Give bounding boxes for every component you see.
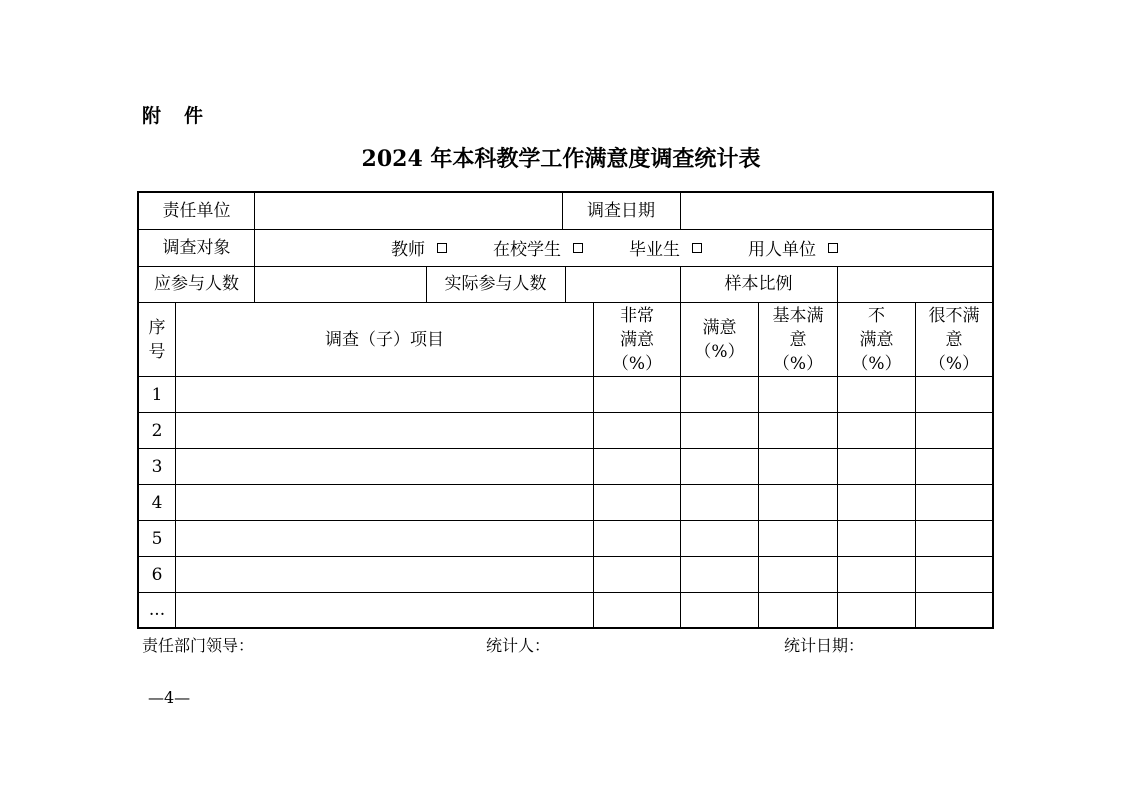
option-teacher[interactable]: 教师 — [391, 235, 447, 260]
very-satisfied-header: 非常 满意 （%） — [611, 305, 663, 374]
survey-date-label: 调查日期 — [587, 201, 655, 221]
satisfied-header: 满意 （%） — [694, 317, 745, 362]
checkbox-employer[interactable] — [828, 243, 838, 253]
attachment-label: 附 件 — [142, 105, 206, 127]
row-number: 2 — [151, 420, 163, 441]
target-options — [391, 229, 838, 266]
survey-date-field[interactable] — [681, 193, 992, 229]
basically-satisfied-header: 基本满 意 （%） — [772, 305, 824, 374]
checkbox-student[interactable] — [573, 243, 583, 253]
row-number: 5 — [151, 528, 163, 549]
unit-field[interactable] — [255, 193, 562, 229]
checkbox-teacher[interactable] — [437, 243, 447, 253]
expected-count-field[interactable] — [255, 266, 426, 302]
unsatisfied-header: 不 满意 （%） — [851, 305, 902, 374]
row-number: 1 — [151, 384, 163, 405]
row-number: 4 — [151, 492, 163, 513]
checkbox-graduate[interactable] — [692, 243, 702, 253]
expected-count-label: 应参与人数 — [154, 274, 239, 294]
page-title: 2024 年本科教学工作满意度调查统计表 — [361, 146, 761, 172]
actual-count-field[interactable] — [566, 266, 680, 302]
sample-ratio-field[interactable] — [838, 266, 992, 302]
option-employer[interactable]: 用人单位 — [748, 235, 838, 260]
page-number: —4— — [148, 688, 191, 707]
row-number: 6 — [151, 564, 163, 585]
item-header: 调查（子）项目 — [325, 329, 444, 350]
row-number: ... — [148, 600, 166, 620]
very-unsatisfied-header: 很不满 意 （%） — [928, 305, 980, 374]
option-graduate[interactable]: 毕业生 — [629, 235, 702, 260]
unit-label: 责任单位 — [162, 201, 231, 221]
target-label: 调查对象 — [162, 237, 231, 258]
footer-date: 统计日期： — [784, 636, 865, 655]
row-number: 3 — [151, 456, 163, 477]
footer-statistician: 统计人： — [486, 636, 551, 655]
footer-leader: 责任部门领导： — [142, 636, 255, 655]
survey-table — [137, 191, 994, 629]
sample-ratio-label: 样本比例 — [724, 274, 793, 294]
option-student[interactable]: 在校学生 — [493, 235, 583, 260]
seq-header: 序 号 — [148, 317, 166, 362]
actual-count-label: 实际参与人数 — [444, 274, 547, 294]
